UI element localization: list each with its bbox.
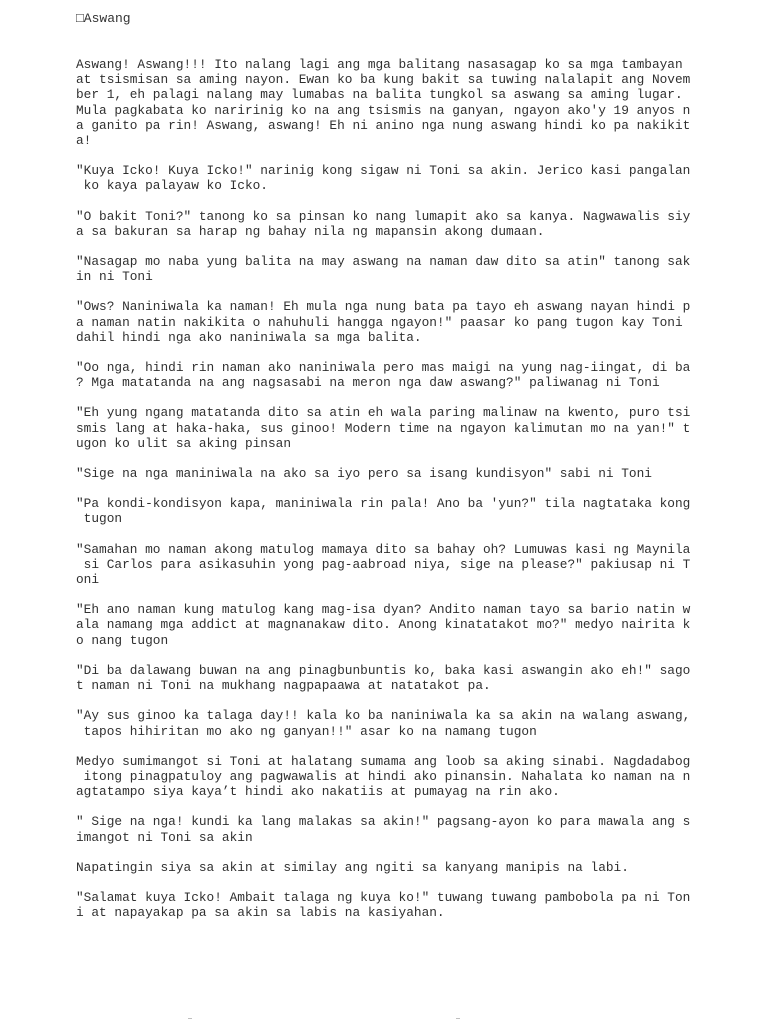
paragraph-line: a sa bakuran sa harap ng bahay nila ng mapansin akong dumaan. — [76, 223, 545, 239]
paragraph-line: ? Mga matatanda na ang nagsasabi na meron nga daw aswang?" paliwanag ni Toni — [76, 375, 660, 391]
paragraph-line: "Di ba dalawang buwan na ang pinagbunbuntis ko, baka kasi aswangin ako eh!" sago — [76, 662, 691, 678]
paragraph — [76, 360, 696, 390]
paragraph-line: in ni Toni — [76, 269, 153, 285]
paragraph-line: a ganito pa rin! Aswang, aswang! Eh ni anino nga nung aswang hindi ko pa nakikit — [76, 117, 691, 133]
paragraph — [76, 496, 696, 526]
paragraph-line: ko kaya palayaw ko Icko. — [76, 178, 268, 194]
paragraph-line: agtatampo siya kaya’t hindi ako nakatiis at pumayag na rin ako. — [76, 784, 560, 800]
paragraph — [76, 663, 696, 693]
paragraph-line: Napatingin siya sa akin at similay ang ngiti sa kanyang manipis na labi. — [76, 859, 629, 875]
paragraph-line: dahil hindi nga ako naniniwala sa mga balita. — [76, 329, 422, 345]
paragraph-line: tapos hihiritan mo ako ng ganyan!!" asar ko na namang tugon — [76, 723, 537, 739]
paragraph-line: "O bakit Toni?" tanong ko sa pinsan ko nang lumapit ako sa kanya. Nagwawalis siy — [76, 208, 691, 224]
page-bottom-marks — [0, 1018, 768, 1024]
paragraph-line: Medyo sumimangot si Toni at halatang sumama ang loob sa aking sinabi. Nagdadabog — [76, 753, 691, 769]
document-body — [76, 57, 696, 935]
bottom-mark — [456, 1018, 460, 1024]
paragraph-line: ugon ko ulit sa aking pinsan — [76, 435, 292, 451]
paragraph-line: ala namang mga addict at magnanakaw dito. Anong kinatatakot mo?" medyo nairita k — [76, 617, 691, 633]
paragraph-line: "Sige na nga maniniwala na ako sa iyo pero sa isang kundisyon" sabi ni Toni — [76, 466, 652, 482]
paragraph-line: "Samahan mo naman akong matulog mamaya dito sa bahay oh? Lumuwas kasi ng Maynila — [76, 541, 691, 557]
document-title: □Aswang — [76, 11, 131, 26]
paragraph — [76, 602, 696, 648]
paragraph-line: "Eh yung ngang matatanda dito sa atin eh wala paring malinaw na kwento, puro tsi — [76, 405, 691, 421]
paragraph-line: imangot ni Toni sa akin — [76, 829, 253, 845]
paragraph-line: " Sige na nga! kundi ka lang malakas sa akin!" pagsang-ayon ko para mawala ang s — [76, 814, 691, 830]
paragraph-line: Aswang! Aswang!!! Ito nalang lagi ang mga balitang nasasagap ko sa mga tambayan — [76, 57, 683, 72]
paragraph — [76, 890, 696, 920]
bottom-mark — [188, 1018, 192, 1024]
paragraph-line: o nang tugon — [76, 632, 169, 648]
paragraph-line: si Carlos para asikasuhin yong pag-aabroad niya, sige na please?" pakiusap ni T — [76, 556, 691, 572]
paragraph — [76, 163, 696, 193]
paragraph-line: itong pinagpatuloy ang pagwawalis at hindi ako pinansin. Nahalata ko naman na n — [76, 768, 691, 784]
paragraph-line: tugon — [76, 511, 123, 527]
paragraph — [76, 860, 696, 875]
paragraph-line: Mula pagkabata ko naririnig ko na ang tsismis na ganyan, ngayon ako'y 19 anyos n — [76, 102, 691, 118]
paragraph-line: "Nasagap mo naba yung balita na may aswang na naman daw dito sa atin" tanong sak — [76, 254, 691, 270]
paragraph-line: a naman natin nakikita o nahuhuli hangga ngayon!" paasar ko pang tugon kay Toni — [76, 314, 683, 330]
paragraph — [76, 754, 696, 800]
paragraph-line: at tsismisan sa aming nayon. Ewan ko ba kung bakit sa tuwing nalalapit ang Novem — [76, 72, 691, 88]
paragraph-line: "Kuya Icko! Kuya Icko!" narinig kong sigaw ni Toni sa akin. Jerico kasi pangalan — [76, 163, 691, 179]
paragraph — [76, 209, 696, 239]
paragraph — [76, 542, 696, 588]
paragraph-line: smis lang at haka-haka, sus ginoo! Modern time na ngayon kalimutan mo na yan!" t — [76, 420, 691, 436]
paragraph-line: "Ows? Naniniwala ka naman! Eh mula nga nung bata pa tayo eh aswang nayan hindi p — [76, 299, 691, 315]
paragraph — [76, 299, 696, 345]
paragraph-line: a! — [76, 133, 92, 149]
paragraph — [76, 814, 696, 844]
paragraph — [76, 466, 696, 481]
paragraph — [76, 708, 696, 738]
paragraph-line: "Ay sus ginoo ka talaga day!! kala ko ba naniniwala ka sa akin na walang aswang, — [76, 708, 691, 724]
paragraph — [76, 405, 696, 451]
paragraph-line: i at napayakap pa sa akin sa labis na kasiyahan. — [76, 905, 445, 921]
paragraph-line: oni — [76, 572, 100, 588]
paragraph-line: "Salamat kuya Icko! Ambait talaga ng kuya ko!" tuwang tuwang pambobola pa ni Ton — [76, 889, 691, 905]
paragraph-line: "Pa kondi-kondisyon kapa, maniniwala rin pala! Ano ba 'yun?" tila nagtataka kong — [76, 496, 691, 512]
paragraph-line: "Oo nga, hindi rin naman ako naniniwala pero mas maigi na yung nag-iingat, di ba — [76, 360, 691, 376]
paragraph-line: ber 1, eh palagi nalang may lumabas na balita tungkol sa aswang sa aming lugar. — [76, 87, 683, 103]
paragraph — [76, 57, 696, 148]
paragraph-line: "Eh ano naman kung matulog kang mag-isa dyan? Andito naman tayo sa bario natin w — [76, 602, 691, 618]
paragraph — [76, 254, 696, 284]
paragraph-line: t naman ni Toni na mukhang nagpapaawa at natatakot pa. — [76, 678, 491, 694]
